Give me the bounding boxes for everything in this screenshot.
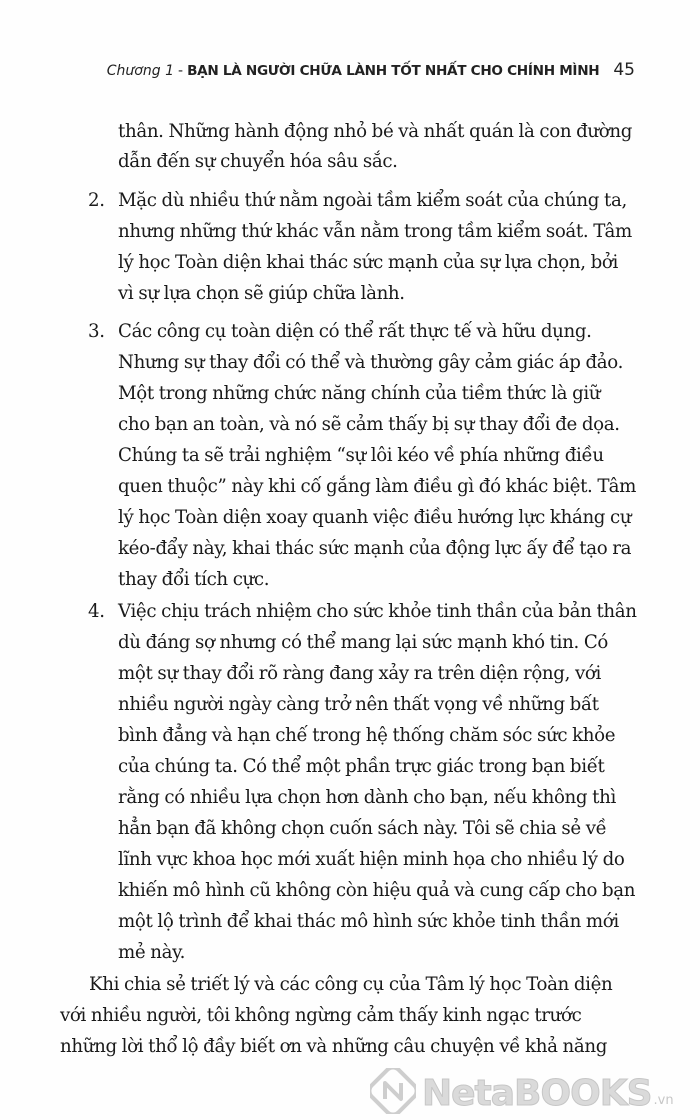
text-line: của chúng ta. Có thể một phần trực giác trong bạn biết (118, 756, 605, 777)
chapter-title: BẠN LÀ NGƯỜI CHỮA LÀNH TỐT NHẤT CHO CHÍNH MÌNH (187, 63, 600, 79)
text-line: dù đáng sợ nhưng có thể mang lại sức mạnh khó tin. Có (118, 632, 608, 653)
text-line: Việc chịu trách nhiệm cho sức khỏe tinh thần của bản thân (118, 601, 637, 622)
text-line: một sự thay đổi rõ ràng đang xảy ra trên diện rộng, với (118, 663, 601, 684)
list-item-number: 3. (88, 321, 105, 342)
text-line: với nhiều người, tôi không ngừng cảm thấy kinh ngạc trước (60, 1005, 582, 1026)
text-line: thay đổi tích cực. (118, 569, 270, 590)
text-line: vì sự lựa chọn sẽ giúp chữa lành. (118, 283, 405, 304)
text-line: lý học Toàn diện xoay quanh việc điều hướng lực kháng cự (118, 507, 632, 528)
page-number: 45 (613, 60, 635, 80)
text-line: Các công cụ toàn diện có thể rất thực tế và hữu dụng. (118, 321, 592, 342)
list-item-number: 4. (88, 601, 105, 622)
text-line: lý học Toàn diện khai thác sức mạnh của sự lựa chọn, bởi (118, 252, 618, 273)
text-line: Mặc dù nhiều thứ nằm ngoài tầm kiểm soát của chúng ta, (118, 190, 627, 211)
text-line: Khi chia sẻ triết lý và các công cụ của Tâm lý học Toàn diện (89, 974, 613, 995)
text-line: khiến mô hình cũ không còn hiệu quả và cung cấp cho bạn (118, 880, 636, 901)
running-header (60, 60, 635, 86)
list-item-number: 2. (88, 190, 105, 211)
watermark (370, 1068, 690, 1118)
text-line: Nhưng sự thay đổi có thể và thường gây cảm giác áp đảo. (118, 352, 624, 373)
text-line: dẫn đến sự chuyển hóa sâu sắc. (118, 151, 398, 172)
text-line: những lời thổ lộ đầy biết ơn và những câu chuyện về khả năng (60, 1036, 608, 1057)
netabooks-logo-icon (370, 1068, 416, 1119)
watermark-suffix: .vn (653, 1092, 674, 1108)
text-line: nhưng những thứ khác vẫn nằm trong tầm kiểm soát. Tâm (118, 221, 632, 242)
text-line: kéo-đẩy này, khai thác sức mạnh của động lực ấy để tạo ra (118, 538, 632, 559)
watermark-text: NetaBOOKS (422, 1072, 652, 1114)
text-line: lĩnh vực khoa học mới xuất hiện minh họa cho nhiều lý do (118, 849, 625, 870)
text-line: cho bạn an toàn, và nó sẽ cảm thấy bị sự thay đổi đe dọa. (118, 414, 620, 435)
header-separator: - (178, 63, 184, 79)
text-line: mẻ này. (118, 942, 186, 963)
text-line: một lộ trình để khai thác mô hình sức khỏe tinh thần mới (118, 911, 619, 932)
text-line: quen thuộc” này khi cố gắng làm điều gì đó khác biệt. Tâm (118, 476, 637, 497)
text-line: rằng có nhiều lựa chọn hơn dành cho bạn, nếu không thì (118, 787, 616, 808)
text-line: nhiều người ngày càng trở nên thất vọng về những bất (118, 694, 599, 715)
text-line: Một trong những chức năng chính của tiềm thức là giữ (118, 383, 601, 404)
text-line: Chúng ta sẽ trải nghiệm “sự lôi kéo về phía những điều (118, 445, 604, 466)
text-line: hẳn bạn đã không chọn cuốn sách này. Tôi sẽ chia sẻ về (118, 818, 607, 839)
chapter-label: Chương 1 (106, 63, 174, 79)
text-line: thân. Những hành động nhỏ bé và nhất quán là con đường (118, 121, 633, 142)
text-line: bình đẳng và hạn chế trong hệ thống chăm sóc sức khỏe (118, 725, 616, 746)
